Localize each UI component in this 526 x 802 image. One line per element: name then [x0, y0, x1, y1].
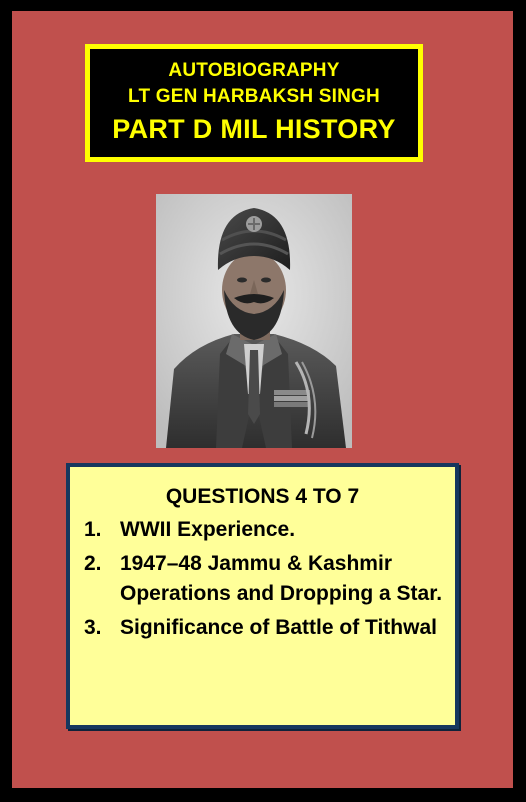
- title-line-autobiography: AUTOBIOGRAPHY: [168, 60, 340, 81]
- questions-heading: QUESTIONS 4 TO 7: [165, 485, 360, 508]
- list-item-number: 1.: [84, 518, 102, 541]
- list-item-text: 1947–48 Jammu & Kashmir Operations and Dropping a Star.: [120, 552, 443, 605]
- title-box: [85, 44, 423, 162]
- list-item-number: 3.: [84, 616, 102, 639]
- list-item-number: 2.: [84, 552, 102, 575]
- list-item: [84, 549, 455, 609]
- questions-list: [70, 515, 455, 643]
- title-line-part: PART D MIL HISTORY: [112, 114, 396, 144]
- list-item: [84, 515, 455, 545]
- questions-box: [66, 463, 459, 729]
- list-item-text: Significance of Battle of Tithwal: [120, 616, 437, 639]
- list-item: [84, 613, 455, 643]
- list-item-text: WWII Experience.: [120, 518, 296, 541]
- title-line-name: LT GEN HARBAKSH SINGH: [128, 86, 380, 107]
- portrait-photo: [156, 194, 352, 448]
